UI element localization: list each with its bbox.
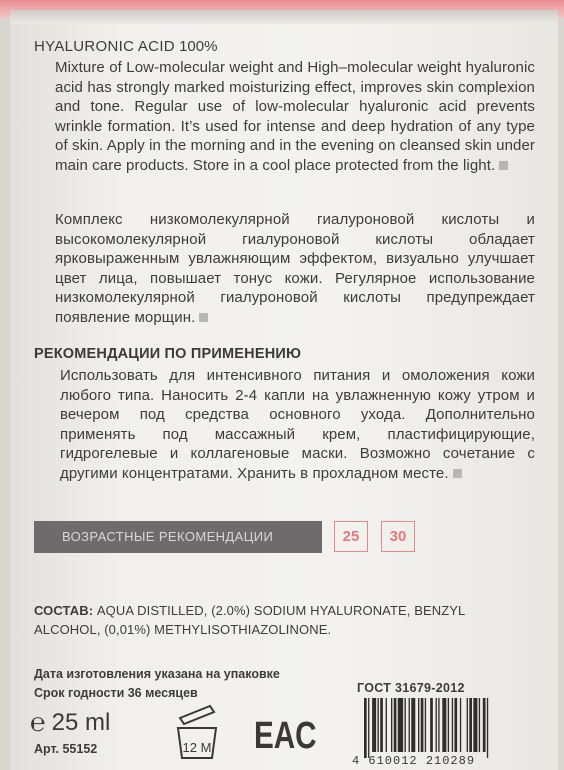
eac-mark-icon bbox=[254, 712, 317, 757]
barcode-bar bbox=[436, 698, 437, 752]
product-title-percent: 100% bbox=[179, 38, 218, 55]
volume bbox=[30, 707, 110, 738]
product-title bbox=[34, 38, 217, 55]
age-recommendations-label: ВОЗРАСТНЫЕ РЕКОМЕНДАЦИИ bbox=[34, 521, 322, 553]
barcode-bar bbox=[378, 698, 379, 752]
barcode-bar bbox=[438, 698, 439, 752]
barcode-bar bbox=[473, 698, 477, 752]
volume-value: 25 ml bbox=[51, 708, 111, 736]
barcode-bar bbox=[452, 698, 453, 752]
estimated-sign-icon: ℮ bbox=[30, 707, 46, 737]
barcode-bar bbox=[364, 698, 367, 758]
paragraph-end-mark bbox=[199, 313, 208, 322]
barcode-bar bbox=[469, 698, 472, 752]
eac-mark-text: EAC bbox=[254, 714, 317, 757]
composition-text: AQUA DISTILLED, (2.0%) SODIUM HYALURONATE, BENZYL ALCOHOL, (0,01%) METHYLISOTHIAZOLINONE. bbox=[34, 603, 465, 637]
manufacture-info bbox=[34, 665, 280, 703]
package-fold-shadow bbox=[10, 10, 558, 24]
barcode-bar bbox=[409, 698, 410, 752]
product-title-main: HYALURONIC ACID bbox=[34, 38, 175, 55]
barcode-bar bbox=[380, 698, 383, 752]
barcode-bar bbox=[448, 698, 449, 752]
russian-description bbox=[55, 210, 535, 328]
shelf-life: Срок годности 36 месяцев bbox=[34, 686, 198, 700]
barcode-bar bbox=[467, 698, 468, 752]
english-description-text: Mixture of Low-molecular weight and High–molecular weight hyaluronic acid has strongly marked moisturizing effect, improves skin complexion and tone. Regular use of low-molecular hyaluronic acid prevents wrinkle formation. It’s used for intense and deep hydration of any type of skin. Apply in the morning and in the evening on cleansed skin under main care products. Store in a cool place protected from the light. bbox=[55, 59, 535, 174]
barcode-number bbox=[352, 754, 475, 768]
barcode-bar bbox=[487, 698, 488, 758]
barcode-bar bbox=[372, 698, 376, 752]
pao-label: 12 M bbox=[182, 740, 212, 755]
barcode-bar bbox=[430, 698, 433, 752]
manufacture-date-note: Дата изготовления указана на упаковке bbox=[34, 667, 280, 681]
barcode-bar bbox=[386, 698, 387, 752]
barcode-bar bbox=[479, 698, 480, 752]
open-jar-icon bbox=[172, 700, 222, 762]
barcode-bar bbox=[394, 698, 397, 752]
barcode-bar bbox=[460, 698, 461, 752]
barcode-bar bbox=[442, 698, 446, 752]
recommendations-heading: РЕКОМЕНДАЦИИ ПО ПРИМЕНЕНИЮ bbox=[34, 346, 302, 362]
age-value-25: 25 bbox=[334, 521, 368, 552]
composition-label: СОСТАВ: bbox=[34, 603, 94, 618]
barcode-bar bbox=[368, 698, 369, 758]
barcode-first-digit: 4 bbox=[352, 754, 361, 768]
composition bbox=[34, 601, 534, 639]
barcode-digits: 610012 210289 bbox=[368, 754, 476, 768]
barcode-bar bbox=[398, 698, 403, 752]
barcode-bar bbox=[454, 698, 457, 752]
barcode-bar bbox=[391, 698, 392, 752]
barcode-bar bbox=[483, 698, 486, 752]
barcode-bar bbox=[418, 698, 419, 752]
paragraph-end-mark bbox=[499, 161, 508, 170]
age-value-30: 30 bbox=[381, 521, 415, 552]
english-description bbox=[55, 58, 535, 176]
recommendations-text bbox=[60, 366, 535, 484]
article-number: Арт. 55152 bbox=[34, 742, 98, 756]
barcode-bar bbox=[425, 698, 426, 752]
russian-description-text: Комплекс низкомолекулярной гиалуроновой кислоты и высокомолекулярной гиалуроновой кислоты обладает ярковыраженным увлажняющим эффектом, визуально улучшает цвет лица, повышает тонус кожи. Регулярное использование низкомолекулярной гиалуроновой кислоты предупреждает появление морщин. bbox=[55, 211, 535, 326]
barcode-bar bbox=[421, 698, 424, 752]
recommendations-text-body: Использовать для интенсивного питания и омоложения кожи любого типа. Наносить 2-4 капли на увлажненную кожу утром и вечером под средства основного ухода. Дополнительно применять под массажный крем, пластифицирующие, гидрогелевые и коллагеновые маски. Возможно сочетание с другими концентратами. Хранить в прохладном месте. bbox=[60, 367, 535, 482]
barcode-bar bbox=[405, 698, 406, 752]
paragraph-end-mark bbox=[453, 469, 462, 478]
barcode-bar bbox=[411, 698, 415, 752]
gost-standard: ГОСТ 31679-2012 bbox=[357, 681, 465, 695]
